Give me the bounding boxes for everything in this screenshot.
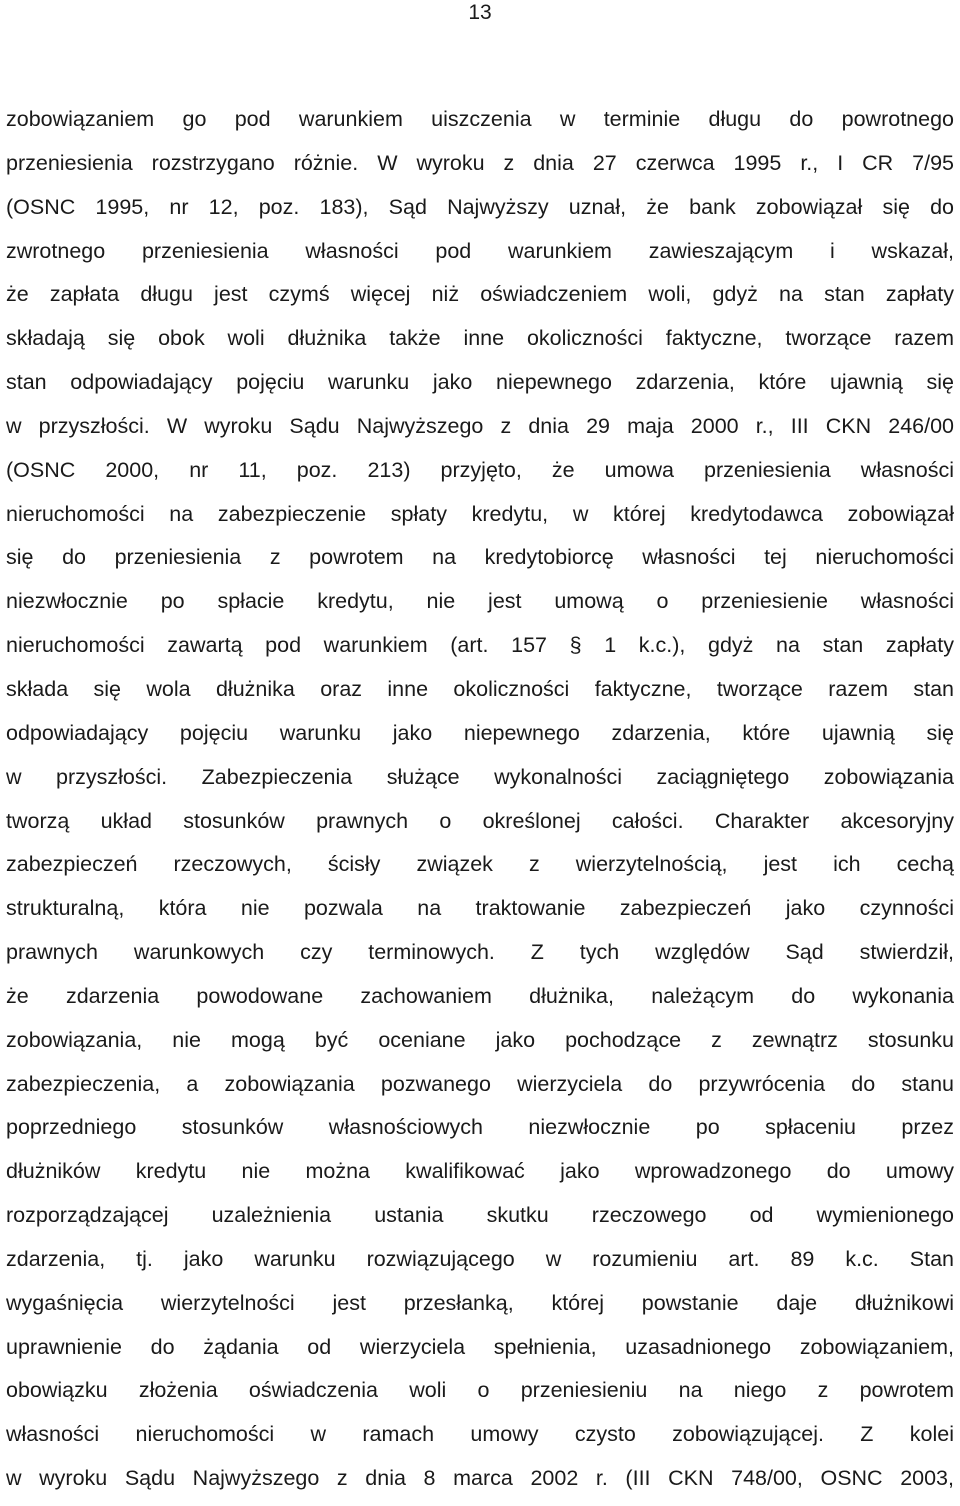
text-line: że zapłata długu jest czymś więcej niż oświadczeniem woli, gdyż na stan zapłaty	[6, 282, 954, 307]
text-line: (OSNC 1995, nr 12, poz. 183), Sąd Najwyższy uznał, że bank zobowiązał się do	[6, 194, 954, 219]
text-line: prawnych warunkowych czy terminowych. Z tych względów Sąd stwierdził,	[6, 940, 954, 965]
text-line: nieruchomości zawartą pod warunkiem (art. 157 § 1 k.c.), gdyż na stan zapłaty	[6, 633, 954, 658]
text-line: w przyszłości. Zabezpieczenia służące wykonalności zaciągniętego zobowiązania	[6, 764, 954, 789]
text-line: przeniesienia rozstrzygano różnie. W wyroku z dnia 27 czerwca 1995 r., I CR 7/95	[6, 150, 954, 175]
text-line: zobowiązaniem go pod warunkiem uiszczenia w terminie długu do powrotnego	[6, 107, 954, 131]
text-line: wygaśnięcia wierzytelności jest przesłanką, której powstanie daje dłużnikowi	[6, 1290, 954, 1315]
text-line: w przyszłości. W wyroku Sądu Najwyższego z dnia 29 maja 2000 r., III CKN 246/00	[6, 413, 954, 438]
text-line: zdarzenia, tj. jako warunku rozwiązującego w rozumieniu art. 89 k.c. Stan	[6, 1246, 954, 1271]
text-line: zwrotnego przeniesienia własności pod warunkiem zawieszającym i wskazał,	[6, 238, 954, 263]
text-line: się do przeniesienia z powrotem na kredytobiorcę własności tej nieruchomości	[6, 545, 954, 570]
text-line: nieruchomości na zabezpieczenie spłaty kredytu, w której kredytodawca zobowiązał	[6, 501, 954, 526]
text-line: tworzą układ stosunków prawnych o określonej całości. Charakter akcesoryjny	[6, 808, 954, 833]
text-line: niezwłocznie po spłacie kredytu, nie jest umową o przeniesienie własności	[6, 589, 954, 614]
text-line: odpowiadający pojęciu warunku jako niepewnego zdarzenia, które ujawnią się	[6, 720, 954, 745]
text-line: stan odpowiadający pojęciu warunku jako niepewnego zdarzenia, które ujawnią się	[6, 370, 954, 395]
text-line: składają się obok woli dłużnika także inne okoliczności faktyczne, tworzące razem	[6, 326, 954, 351]
text-line: poprzedniego stosunków własnościowych niezwłocznie po spłaceniu przez	[6, 1115, 954, 1140]
text-line: zabezpieczenia, a zobowiązania pozwanego wierzyciela do przywrócenia do stanu	[6, 1071, 954, 1096]
text-line: (OSNC 2000, nr 11, poz. 213) przyjęto, że umowa przeniesienia własności	[6, 457, 954, 482]
document-body	[6, 98, 954, 1501]
text-line: składa się wola dłużnika oraz inne okoliczności faktyczne, tworzące razem stan	[6, 676, 954, 701]
text-line: dłużników kredytu nie można kwalifikować jako wprowadzonego do umowy	[6, 1159, 954, 1184]
text-line: rozporządzającej uzależnienia ustania skutku rzeczowego od wymienionego	[6, 1203, 954, 1228]
text-line: zobowiązania, nie mogą być oceniane jako pochodzące z zewnątrz stosunku	[6, 1027, 954, 1052]
text-line: obowiązku złożenia oświadczenia woli o przeniesieniu na niego z powrotem	[6, 1378, 954, 1403]
page-number: 13	[468, 1, 492, 24]
text-line: własności nieruchomości w ramach umowy czysto zobowiązującej. Z kolei	[6, 1422, 954, 1447]
text-line: strukturalną, która nie pozwala na traktowanie zabezpieczeń jako czynności	[6, 896, 954, 921]
text-line: w wyroku Sądu Najwyższego z dnia 8 marca 2002 r. (III CKN 748/00, OSNC 2003,	[6, 1466, 954, 1491]
text-line: że zdarzenia powodowane zachowaniem dłużnika, należącym do wykonania	[6, 983, 954, 1008]
text-line: zabezpieczeń rzeczowych, ścisły związek z wierzytelnością, jest ich cechą	[6, 852, 954, 877]
text-line: uprawnienie do żądania od wierzyciela spełnienia, uzasadnionego zobowiązaniem,	[6, 1334, 954, 1359]
